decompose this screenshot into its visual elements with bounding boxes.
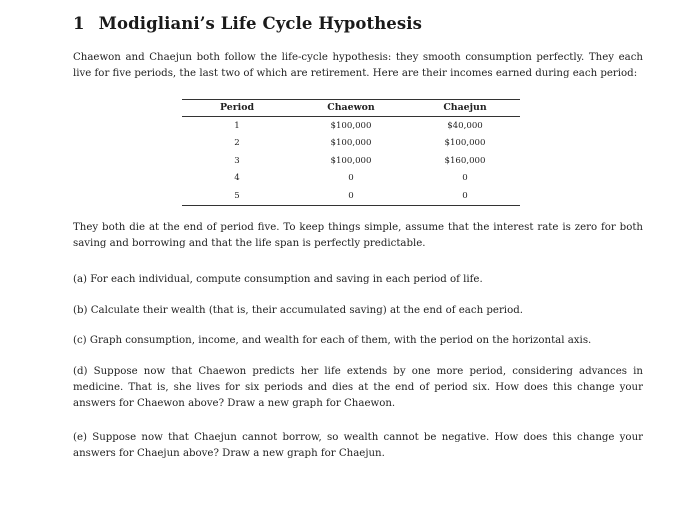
table-row [182, 152, 520, 170]
header-chaejun: Chaejun [410, 100, 520, 117]
period-cell: 3 [234, 155, 240, 166]
chaewon-income-cell: $100,000 [330, 155, 372, 166]
chaejun-income-cell: 0 [410, 187, 520, 205]
chaewon-income-cell: 0 [348, 173, 354, 184]
chaewon-income-cell: $100,000 [330, 138, 372, 149]
table-row [182, 187, 520, 205]
section-number: 1 [73, 14, 85, 33]
question-d: (d) Suppose now that Chaewon predicts her life extends by one more period, considering advances in medicine. That is, she lives for six periods and dies at the end of period six. How does this change your answers for Chaewon above? Draw a new graph for Chaewon. [73, 366, 643, 409]
period-cell: 1 [234, 120, 240, 131]
section-title: Modigliani’s Life Cycle Hypothesis [98, 14, 423, 33]
period-cell: 4 [234, 173, 240, 184]
assumptions-paragraph: They both die at the end of period five. To keep things simple, assume that the interest rate is zero for both saving and borrowing and that the life span is perfectly predictable. [73, 222, 643, 249]
header-period: Period [182, 100, 292, 117]
table-row [182, 117, 520, 135]
chaewon-income-cell: 0 [292, 187, 410, 205]
question-e: (e) Suppose now that Chaejun cannot borrow, so wealth cannot be negative. How does this change your answers for Chaejun above? Draw a new graph for Chaejun. [73, 432, 643, 459]
chaejun-income-cell: $160,000 [444, 155, 486, 166]
table-row [182, 135, 520, 153]
period-cell: 5 [182, 187, 292, 205]
question-b: (b) Calculate their wealth (that is, their accumulated saving) at the end of each period. [73, 305, 523, 316]
table-row [182, 170, 520, 188]
table-header-row [182, 100, 520, 117]
question-c: (c) Graph consumption, income, and wealth for each of them, with the period on the horizontal axis. [73, 335, 592, 346]
intro-paragraph: Chaewon and Chaejun both follow the life-cycle hypothesis: they smooth consumption perfectly. They each live for five periods, the last two of which are retirement. Here are their incomes earned during each period: [73, 52, 643, 79]
question-a: (a) For each individual, compute consumption and saving in each period of life. [73, 274, 483, 285]
header-chaewon: Chaewon [292, 100, 410, 117]
chaejun-income-cell: $40,000 [447, 120, 483, 131]
chaewon-income-cell: $100,000 [330, 120, 372, 131]
chaejun-income-cell: 0 [462, 173, 468, 184]
chaejun-income-cell: $100,000 [444, 138, 486, 149]
income-table [182, 99, 520, 206]
period-cell: 2 [234, 138, 240, 149]
section-heading [73, 14, 422, 33]
